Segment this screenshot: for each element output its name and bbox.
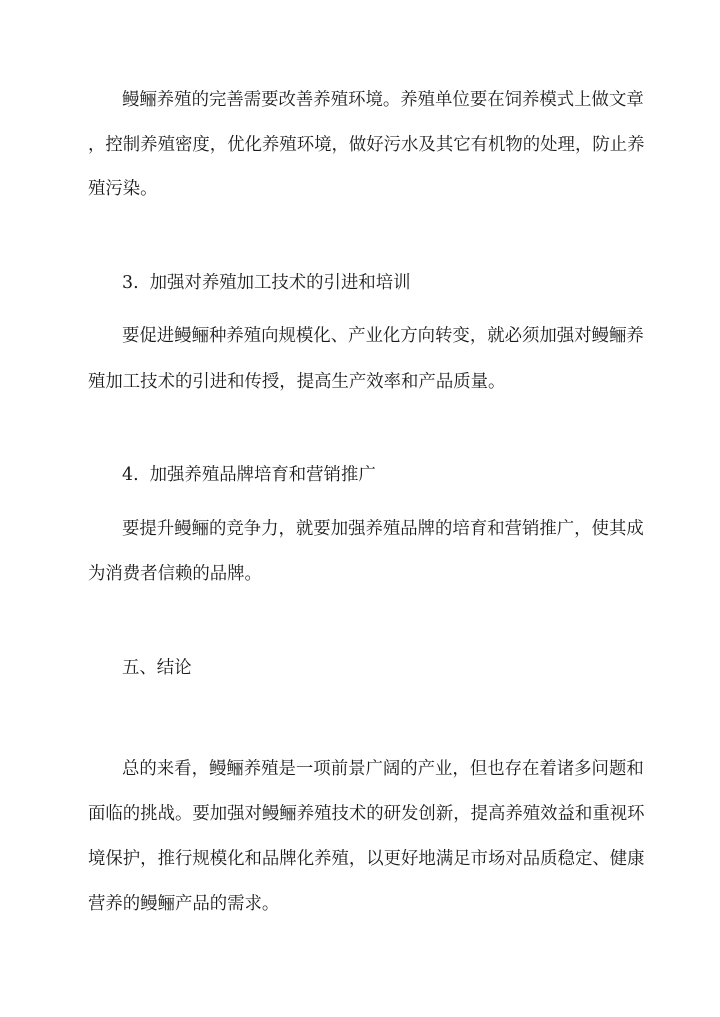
paragraph-4-line-3: 境保护，推行规模化和品牌化养殖，以更好地满足市场对品质稳定、健康 xyxy=(88,849,645,869)
paragraph-2-line-2: 殖加工技术的引进和传授，提高生产效率和产品质量。 xyxy=(88,372,506,392)
paragraph-1-line-1: 鳗鲡养殖的完善需要改善养殖环境。养殖单位要在饲养模式上做文章 xyxy=(122,90,644,110)
paragraph-1-line-3: 殖污染。 xyxy=(88,179,158,199)
paragraph-1-line-2: ，控制养殖密度，优化养殖环境，做好污水及其它有机物的处理，防止养 xyxy=(88,135,645,155)
section-heading-conclusion: 五、结论 xyxy=(122,658,192,678)
paragraph-3-line-1: 要提升鳗鲡的竞争力，就要加强养殖品牌的培育和营销推广，使其成 xyxy=(122,519,644,539)
paragraph-3-line-2: 为消费者信赖的品牌。 xyxy=(88,564,262,584)
paragraph-4-line-4: 营养的鳗鲡产品的需求。 xyxy=(88,894,280,914)
paragraph-4-line-1: 总的来看，鳗鲡养殖是一项前景广阔的产业，但也存在着诸多问题和 xyxy=(122,759,644,779)
section-heading-3: 3. 加强对养殖加工技术的引进和培训 xyxy=(122,273,411,293)
section-heading-4: 4. 加强养殖品牌培育和营销推广 xyxy=(122,465,376,485)
paragraph-4-line-2: 面临的挑战。要加强对鳗鲡养殖技术的研发创新，提高养殖效益和重视环 xyxy=(88,804,645,824)
paragraph-2-line-1: 要促进鳗鲡种养殖向规模化、产业化方向转变，就必须加强对鳗鲡养 xyxy=(122,326,644,346)
